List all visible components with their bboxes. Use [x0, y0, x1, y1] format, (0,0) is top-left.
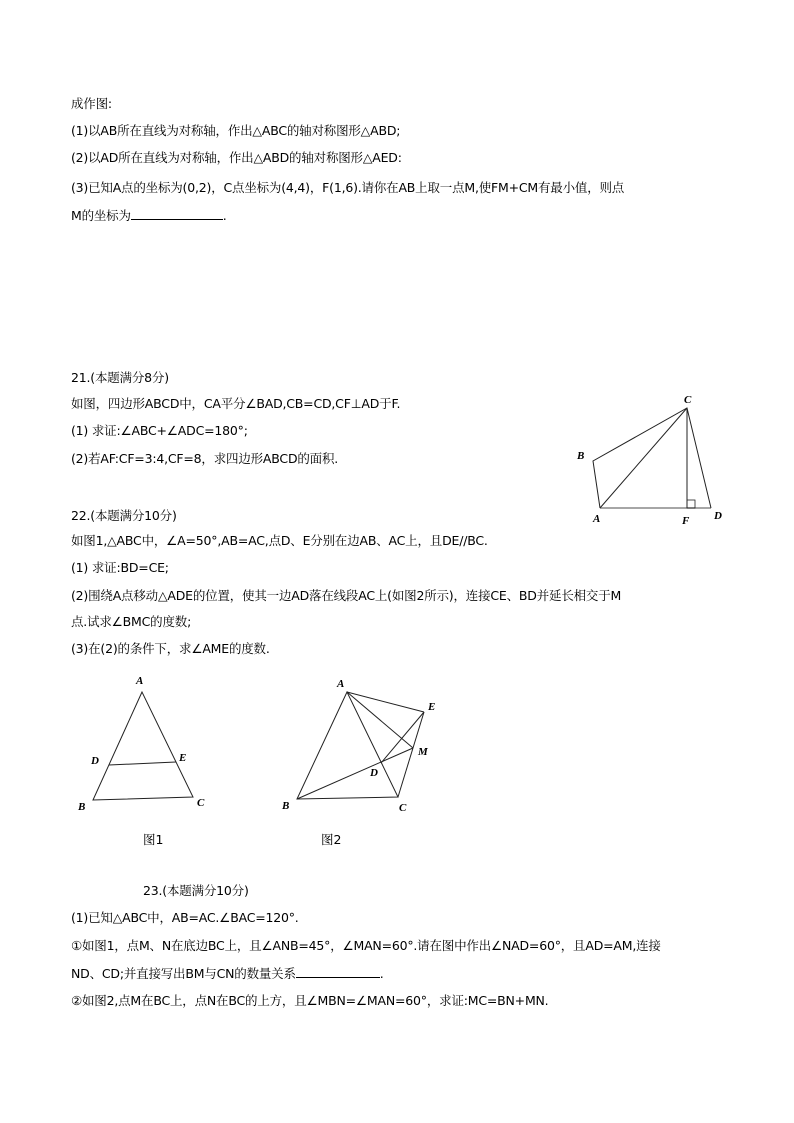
- q23-part2-end: .: [379, 966, 384, 981]
- q23-part2: ①如图1，点M、N在底边BC上，且∠ANB=45°，∠MAN=60°.请在图中作出∠NAD=60°，且AD=AM,连接: [71, 938, 661, 953]
- q22-part2-cont: 点.试求∠BMC的度数;: [71, 614, 192, 629]
- fig2-caption: 图2: [321, 832, 342, 847]
- q23-title: 23.(本题满分10分): [143, 883, 249, 898]
- q20-answer-end: .: [222, 208, 227, 223]
- fig2-label-a: A: [337, 678, 345, 690]
- q23-part1: (1)已知△ABC中，AB=AC.∠BAC=120°.: [71, 910, 299, 925]
- q20-part3: (3)已知A点的坐标为(0,2)，C点坐标为(4,4)，F(1,6).请你在AB上取一点M,使FM+CM有最小值，则点: [71, 180, 625, 195]
- q22-figure-1: [77, 675, 205, 813]
- q22-stem: 如图1,△ABC中，∠A=50°,AB=AC,点D、E分别在边AB、AC上，且DE//BC.: [71, 533, 488, 548]
- q22-figure-2: [281, 678, 435, 814]
- fig2-label-b: B: [282, 800, 290, 812]
- q21-label-c: C: [684, 394, 692, 406]
- fig1-label-d: D: [91, 755, 99, 767]
- q21-label-a: A: [593, 513, 601, 525]
- q22-part1: (1) 求证:BD=CE;: [71, 560, 169, 575]
- q22-title: 22.(本题满分10分): [71, 508, 177, 523]
- q21-label-b: B: [577, 450, 585, 462]
- fig1-label-c: C: [197, 797, 205, 809]
- q21-quadrilateral-figure: [576, 394, 722, 527]
- fig2-label-d: D: [370, 767, 378, 779]
- q23-part3: ②如图2,点M在BC上，点N在BC的上方，且∠MBN=∠MAN=60°，求证:MC=BN+MN.: [71, 993, 549, 1008]
- q21-title: 21.(本题满分8分): [71, 370, 169, 385]
- q20-part1: (1)以AB所在直线为对称轴，作出△ABC的轴对称图形△ABD;: [71, 123, 401, 138]
- answer-blank[interactable]: [296, 965, 380, 978]
- fig2-label-m: M: [418, 746, 428, 758]
- q22-part3: (3)在(2)的条件下，求∠AME的度数.: [71, 641, 270, 656]
- q20-answer-prefix: M的坐标为: [71, 208, 131, 223]
- q21-label-d: D: [714, 510, 722, 522]
- fig1-caption: 图1: [143, 832, 164, 847]
- q21-stem: 如图，四边形ABCD中，CA平分∠BAD,CB=CD,CF⊥AD于F.: [71, 396, 401, 411]
- q23-part2-text: ND、CD;并直接写出BM与CN的数量关系: [71, 966, 296, 981]
- fig1-label-e: E: [179, 752, 187, 764]
- fig2-label-e: E: [428, 701, 436, 713]
- q21-part1: (1) 求证:∠ABC+∠ADC=180°;: [71, 423, 248, 438]
- q20-part2: (2)以AD所在直线为对称轴，作出△ABD的轴对称图形△AED:: [71, 150, 402, 165]
- q22-part2: (2)围绕A点移动△ADE的位置，使其一边AD落在线段AC上(如图2所示)，连接CE、BD并延长相交于M: [71, 588, 622, 603]
- q21-label-f: F: [682, 515, 690, 527]
- fig1-label-b: B: [78, 801, 86, 813]
- q20-heading: 成作图:: [71, 96, 112, 111]
- q21-part2: (2)若AF:CF=3:4,CF=8，求四边形ABCD的面积.: [71, 451, 339, 466]
- fig1-label-a: A: [136, 675, 144, 687]
- fig2-label-c: C: [399, 802, 407, 814]
- q23-part2-cont: [71, 965, 384, 982]
